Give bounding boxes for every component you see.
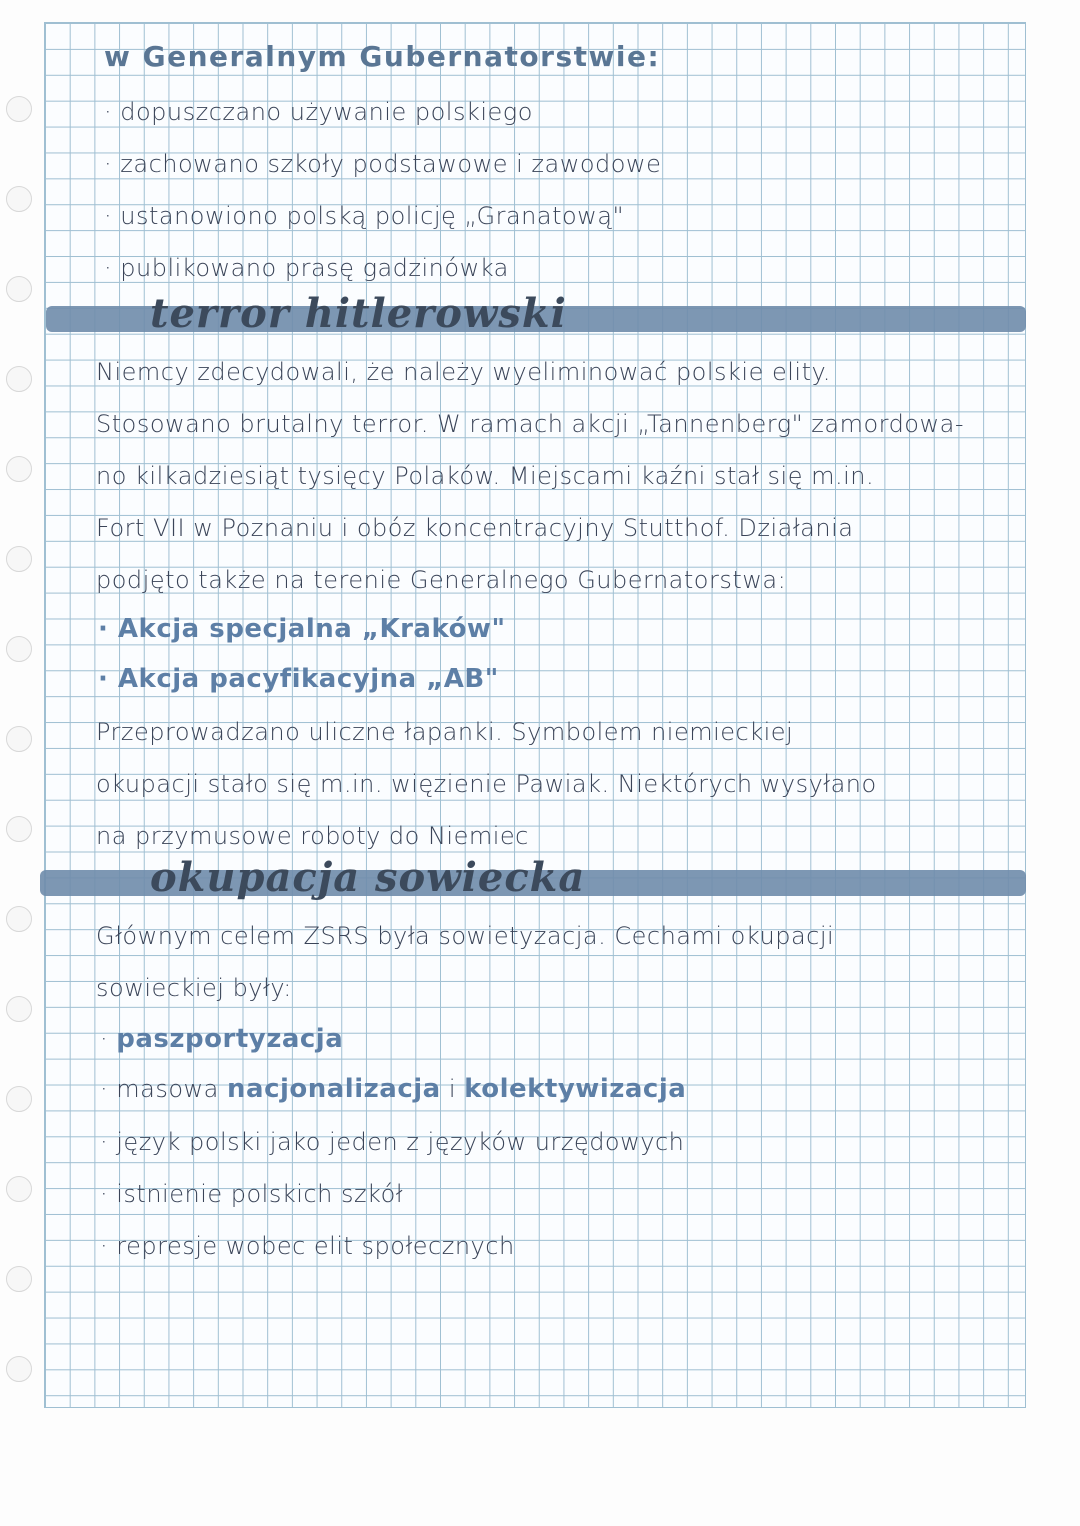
- bullet-item: · dopuszczano używanie polskiego: [104, 98, 533, 126]
- punch-holes: [0, 0, 40, 1526]
- paragraph-line: okupacji stało się m.in. więzienie Pawiak. Niektórych wysyłano: [96, 770, 877, 798]
- punch-hole: [6, 1176, 32, 1202]
- feature-conjunction: i: [448, 1075, 456, 1103]
- punch-hole: [6, 96, 32, 122]
- punch-hole: [6, 996, 32, 1022]
- section-heading-gg: w Generalnym Gubernatorstwie:: [104, 40, 661, 73]
- bullet-dot: ·: [100, 1075, 117, 1103]
- punch-hole: [6, 816, 32, 842]
- bullet-item: · ustanowiono polską policję „Granatową": [104, 202, 625, 230]
- punch-hole: [6, 546, 32, 572]
- feature-item: [100, 1074, 686, 1104]
- paragraph-line: Fort VII w Poznaniu i obóz koncentracyjny Stutthof. Działania: [96, 514, 854, 542]
- bullet-item: · zachowano szkoły podstawowe i zawodowe: [104, 150, 662, 178]
- punch-hole: [6, 906, 32, 932]
- bullet-item: · język polski jako jeden z języków urzędowych: [100, 1128, 685, 1156]
- punch-hole: [6, 1266, 32, 1292]
- punch-hole: [6, 456, 32, 482]
- bullet-item: · istnienie polskich szkół: [100, 1180, 404, 1208]
- section-heading-soviet: okupacja sowiecka: [150, 854, 586, 901]
- paragraph-line: podjęto także na terenie Generalnego Gubernatorstwa:: [96, 566, 787, 594]
- paragraph-line: Niemcy zdecydowali, że należy wyeliminować polskie elity.: [96, 358, 831, 386]
- punch-hole: [6, 1356, 32, 1382]
- feature-term: nacjonalizacja: [227, 1074, 441, 1104]
- feature-term: paszportyzacja: [116, 1024, 344, 1054]
- paragraph-line: sowieckiej były:: [96, 974, 292, 1002]
- paragraph-line: Stosowano brutalny terror. W ramach akcji „Tannenberg" zamordowa-: [96, 410, 964, 438]
- feature-term: kolektywizacja: [464, 1074, 687, 1104]
- action-item: · Akcja specjalna „Kraków": [98, 614, 506, 644]
- paragraph-line: na przymusowe roboty do Niemiec: [96, 822, 529, 850]
- punch-hole: [6, 186, 32, 212]
- feature-item: [100, 1024, 343, 1054]
- paragraph-line: Głównym celem ZSRS była sowietyzacja. Cechami okupacji: [96, 922, 835, 950]
- paragraph-line: Przeprowadzano uliczne łapanki. Symbolem niemieckiej: [96, 718, 794, 746]
- punch-hole: [6, 726, 32, 752]
- paragraph-line: no kilkadziesiąt tysięcy Polaków. Miejscami kaźni stał się m.in.: [96, 462, 875, 490]
- bullet-dot: ·: [100, 1025, 117, 1053]
- punch-hole: [6, 276, 32, 302]
- section-heading-terror: terror hitlerowski: [150, 290, 567, 337]
- bullet-item: · publikowano prasę gadzinówka: [104, 254, 509, 282]
- feature-prefix: masowa: [116, 1075, 219, 1103]
- action-item: · Akcja pacyfikacyjna „AB": [98, 664, 499, 694]
- punch-hole: [6, 636, 32, 662]
- bullet-item: · represje wobec elit społecznych: [100, 1232, 515, 1260]
- punch-hole: [6, 1086, 32, 1112]
- punch-hole: [6, 366, 32, 392]
